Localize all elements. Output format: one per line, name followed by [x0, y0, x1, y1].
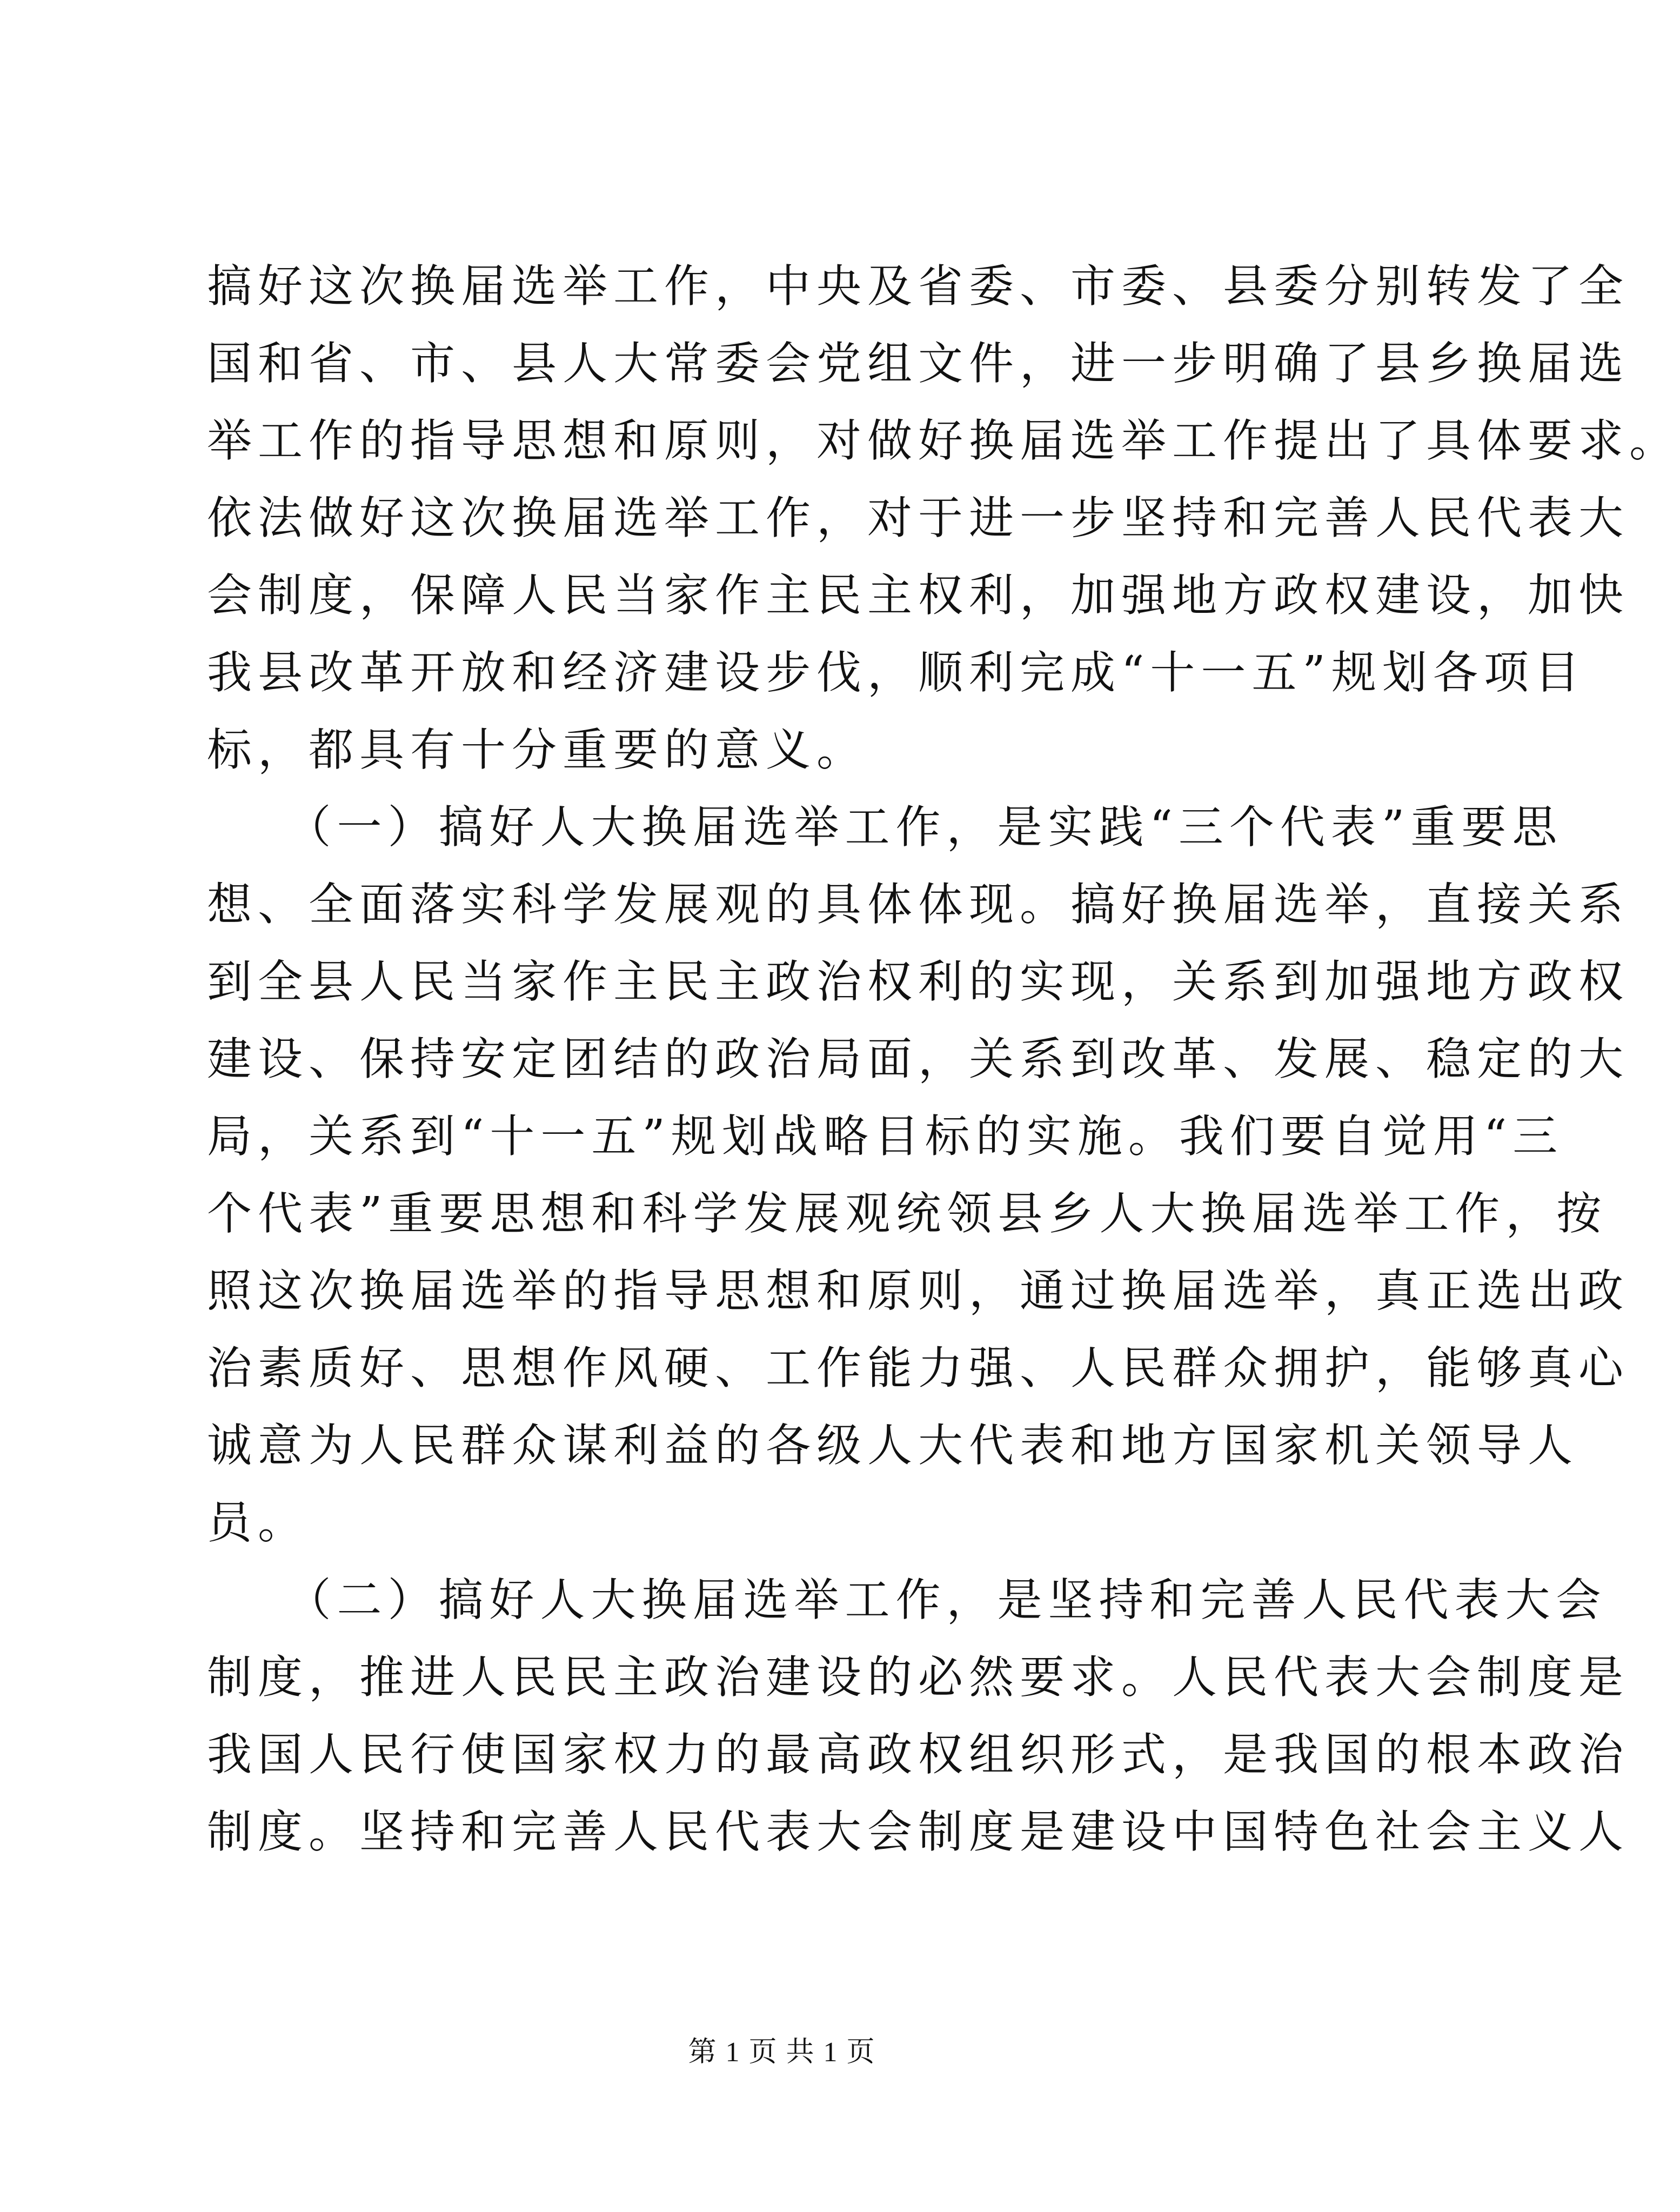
text-line: 标，都具有十分重要的意义。 [207, 724, 867, 776]
text-line: 依法做好这次换届选举工作，对于进一步坚持和完善人民代表大 [207, 492, 1629, 544]
page-number-label: 第 1 页 共 1 页 [688, 2037, 876, 2068]
text-line: 治素质好、思想作风硬、工作能力强、人民群众拥护，能够真心 [207, 1342, 1629, 1394]
text-line: 我国人民行使国家权力的最高政权组织形式，是我国的根本政治 [207, 1728, 1629, 1781]
text-line: 诚意为人民群众谋利益的各级人大代表和地方国家机关领导人 [207, 1419, 1578, 1472]
text-line: 我县改革开放和经济建设步伐，顺利完成“十一五”规划各项目 [207, 646, 1585, 699]
text-line: 举工作的指导思想和原则，对做好换届选举工作提出了具体要求。 [207, 415, 1680, 467]
text-line: 局，关系到“十一五”规划战略目标的实施。我们要自觉用“三 [207, 1110, 1564, 1162]
text-line: （二）搞好人大换届选举工作，是坚持和完善人民代表大会 [207, 1574, 1607, 1626]
text-line: （一）搞好人大换届选举工作，是实践“三个代表”重要思 [207, 801, 1563, 853]
text-line: 国和省、市、县人大常委会党组文件，进一步明确了县乡换届选 [207, 337, 1629, 390]
text-line: 个代表”重要思想和科学发展观统领县乡人大换届选举工作，按 [207, 1187, 1608, 1240]
text-line: 制度。坚持和完善人民代表大会制度是建设中国特色社会主义人 [207, 1806, 1629, 1858]
body-text [207, 248, 1680, 1870]
text-line: 员。 [207, 1496, 309, 1549]
text-line: 想、全面落实科学发展观的具体体现。搞好换届选举，直接关系 [207, 878, 1629, 931]
page-footer [0, 2031, 1564, 2074]
text-line: 照这次换届选举的指导思想和原则，通过换届选举，真正选出政 [207, 1265, 1629, 1317]
text-line: 制度，推进人民民主政治建设的必然要求。人民代表大会制度是 [207, 1651, 1629, 1703]
text-line: 搞好这次换届选举工作，中央及省委、市委、县委分别转发了全 [207, 260, 1629, 312]
text-line: 到全县人民当家作主民主政治权利的实现，关系到加强地方政权 [207, 955, 1629, 1008]
text-line: 建设、保持安定团结的政治局面，关系到改革、发展、稳定的大 [207, 1033, 1629, 1085]
text-line: 会制度，保障人民当家作主民主权利，加强地方政权建设，加快 [207, 569, 1629, 622]
